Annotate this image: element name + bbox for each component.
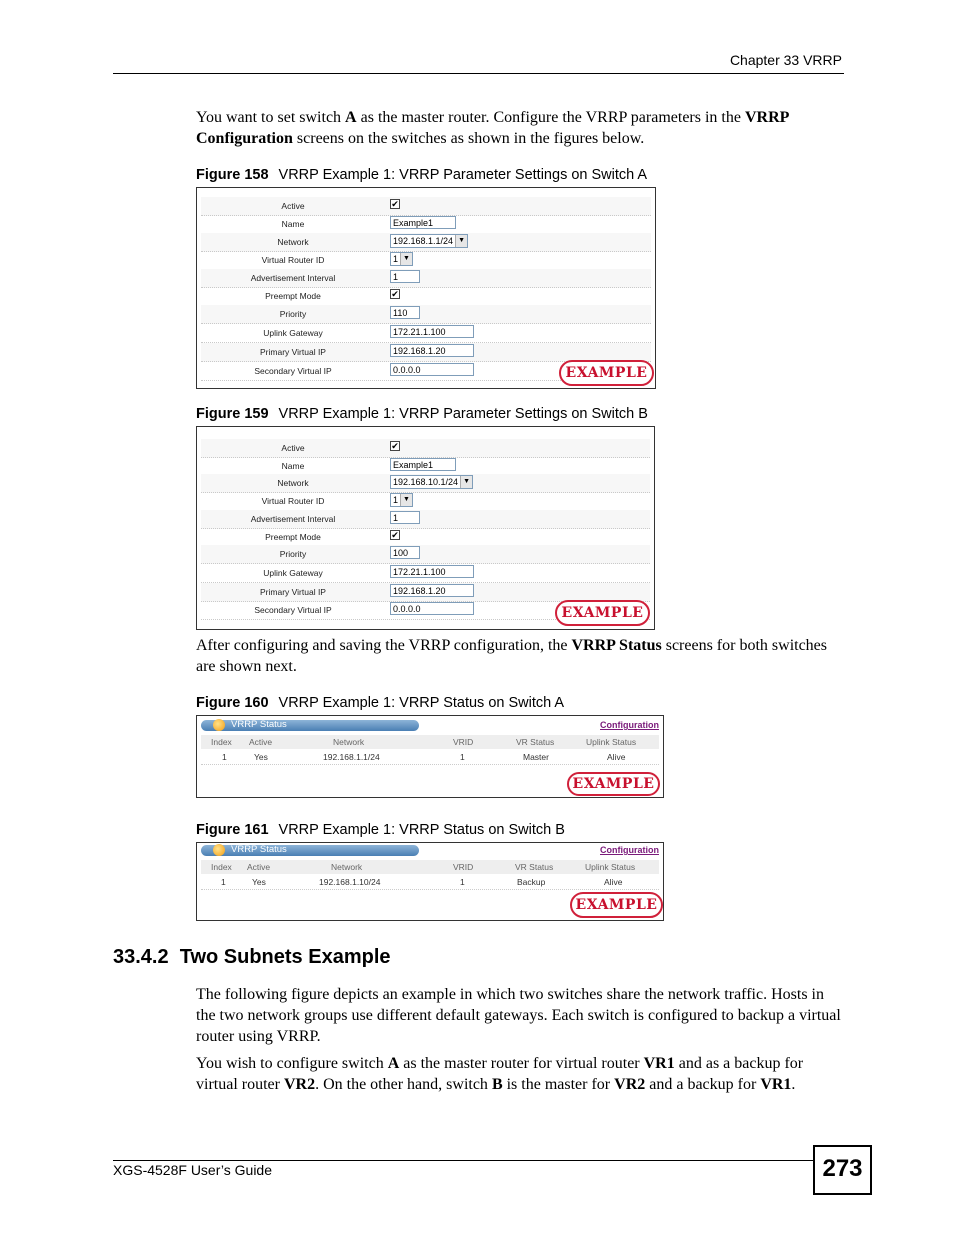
- col-network: Network: [333, 737, 365, 747]
- vrid-label: Virtual Router ID: [261, 496, 325, 506]
- chapter-header: Chapter 33 VRRP: [729, 52, 842, 68]
- network-select[interactable]: 192.168.10.1/24 ▼: [390, 475, 473, 489]
- active-label: Active: [281, 443, 305, 453]
- name-label: Name: [281, 219, 305, 229]
- header-rule: [113, 73, 844, 74]
- col-vr-status: VR Status: [516, 737, 555, 747]
- network-label: Network: [277, 478, 309, 488]
- secondary-ip-label: Secondary Virtual IP: [254, 605, 332, 615]
- primary-ip-label: Primary Virtual IP: [260, 347, 326, 357]
- col-active: Active: [247, 862, 271, 872]
- figure-159-panel: [196, 426, 655, 630]
- example-stamp: EXAMPLE: [555, 600, 650, 626]
- example-stamp: EXAMPLE: [570, 892, 663, 918]
- table-row: 1 Yes 192.168.1.10/24 1 Backup Alive: [201, 875, 659, 890]
- intro-paragraph: You want to set switch A as the master router. Configure the VRRP parameters in the VRRP Configuration screens on the switches as shown in the figures below.: [196, 109, 789, 147]
- priority-input[interactable]: 110: [390, 306, 420, 319]
- secondary-ip-input[interactable]: 0.0.0.0: [390, 363, 474, 376]
- interval-label: Advertisement Interval: [250, 273, 336, 283]
- network-select[interactable]: 192.168.1.1/24 ▼: [390, 234, 468, 248]
- primary-ip-input[interactable]: 192.168.1.20: [390, 584, 474, 597]
- after-paragraph: After configuring and saving the VRRP configuration, the VRRP Status screens for both switches are shown next.: [196, 637, 828, 675]
- col-uplink-status: Uplink Status: [586, 737, 637, 747]
- status-title: VRRP Status: [231, 719, 287, 730]
- col-index: Index: [211, 862, 232, 872]
- col-active: Active: [249, 737, 273, 747]
- priority-input[interactable]: 100: [390, 546, 420, 559]
- figure-158-panel: [196, 187, 656, 389]
- col-network: Network: [331, 862, 363, 872]
- col-vrid: VRID: [453, 862, 474, 872]
- name-input[interactable]: Example1: [390, 216, 456, 229]
- status-table-header: [201, 860, 659, 874]
- status-icon: [213, 844, 225, 856]
- preempt-label: Preempt Mode: [265, 291, 321, 301]
- active-checkbox[interactable]: ✔: [391, 441, 399, 451]
- vrid-label: Virtual Router ID: [261, 255, 325, 265]
- secondary-ip-label: Secondary Virtual IP: [254, 366, 332, 376]
- chevron-down-icon: ▼: [460, 476, 472, 488]
- active-label: Active: [281, 201, 305, 211]
- secondary-ip-input[interactable]: 0.0.0.0: [390, 602, 474, 615]
- configuration-link[interactable]: Configuration: [600, 845, 659, 855]
- example-stamp: EXAMPLE: [567, 772, 660, 796]
- network-label: Network: [277, 237, 309, 247]
- figure-160-caption: Figure 160 VRRP Example 1: VRRP Status on Switch A: [196, 695, 565, 711]
- uplink-input[interactable]: 172.21.1.100: [390, 565, 474, 578]
- chevron-down-icon: ▼: [455, 235, 467, 247]
- figure-161-caption: Figure 161 VRRP Example 1: VRRP Status on Switch B: [196, 822, 565, 838]
- name-input[interactable]: Example1: [390, 458, 456, 471]
- vrid-select[interactable]: 1 ▼: [390, 252, 413, 266]
- subnets-paragraph: The following figure depicts an example in which two switches share the network traffic. Hosts in the two network groups use different default gateways. Each switch is configured to backup a virtual router using VRRP.: [196, 986, 841, 1045]
- primary-ip-label: Primary Virtual IP: [260, 587, 326, 597]
- priority-label: Priority: [279, 309, 307, 319]
- uplink-label: Uplink Gateway: [263, 568, 323, 578]
- col-vrid: VRID: [453, 737, 474, 747]
- uplink-input[interactable]: 172.21.1.100: [390, 325, 474, 338]
- col-vr-status: VR Status: [515, 862, 554, 872]
- chevron-down-icon: ▼: [400, 494, 412, 506]
- preempt-checkbox[interactable]: ✔: [391, 530, 399, 540]
- table-row: 1 Yes 192.168.1.1/24 1 Master Alive: [201, 750, 659, 765]
- example-stamp: EXAMPLE: [559, 360, 654, 386]
- chevron-down-icon: ▼: [400, 253, 412, 265]
- figure-159-caption: Figure 159 VRRP Example 1: VRRP Parameter Settings on Switch B: [196, 406, 648, 422]
- preempt-label: Preempt Mode: [265, 532, 321, 542]
- col-index: Index: [211, 737, 232, 747]
- figure-158-caption: Figure 158 VRRP Example 1: VRRP Parameter Settings on Switch A: [196, 167, 648, 183]
- footer-rule: [113, 1160, 813, 1161]
- active-checkbox[interactable]: ✔: [391, 199, 399, 209]
- status-table-header: [201, 735, 659, 749]
- section-title: 33.4.2 Two Subnets Example: [113, 946, 391, 968]
- status-title-bar: [201, 719, 659, 732]
- primary-ip-input[interactable]: 192.168.1.20: [390, 344, 474, 357]
- col-uplink-status: Uplink Status: [585, 862, 636, 872]
- footer-guide-title: XGS-4528F User’s Guide: [113, 1162, 272, 1178]
- preempt-checkbox[interactable]: ✔: [391, 289, 399, 299]
- interval-label: Advertisement Interval: [250, 514, 336, 524]
- interval-input[interactable]: 1: [390, 511, 420, 524]
- interval-input[interactable]: 1: [390, 270, 420, 283]
- vrid-select[interactable]: 1 ▼: [390, 493, 413, 507]
- priority-label: Priority: [279, 549, 307, 559]
- status-title: VRRP Status: [231, 844, 287, 855]
- configuration-link[interactable]: Configuration: [600, 720, 659, 730]
- status-icon: [213, 719, 225, 731]
- uplink-label: Uplink Gateway: [263, 328, 323, 338]
- status-title-bar: [201, 844, 659, 857]
- page-number: 273: [813, 1145, 872, 1195]
- configure-paragraph: You wish to configure switch A as the master router for virtual router VR1 and as a backup for virtual router VR2. On the other hand, switch B is the master for VR2 and a backup for VR1.: [196, 1055, 804, 1093]
- figure-161-panel: [196, 842, 664, 921]
- figure-160-panel: [196, 715, 664, 798]
- name-label: Name: [281, 461, 305, 471]
